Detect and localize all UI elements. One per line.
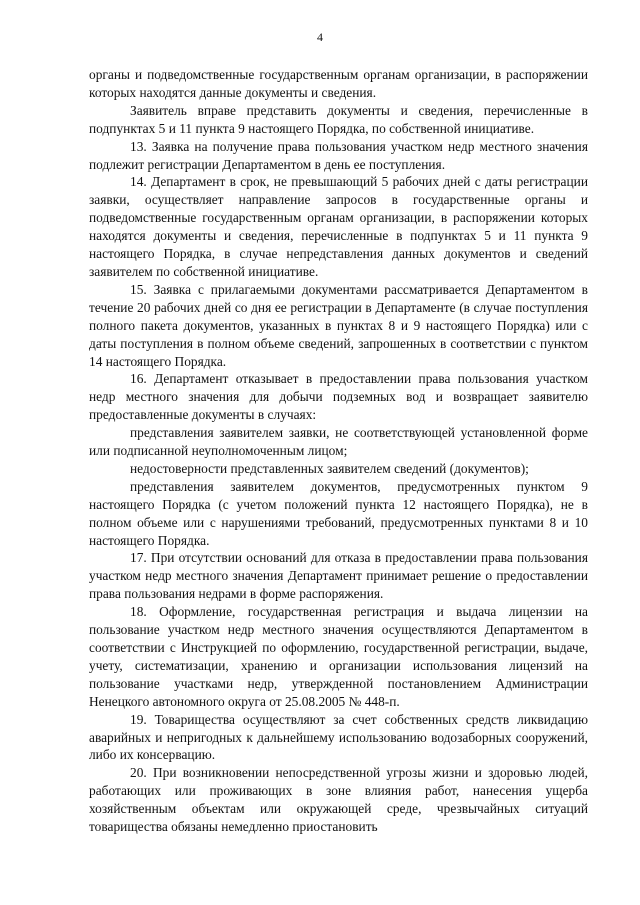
list-item: представления заявителем документов, предусмотренных пунктом 9 настоящего Порядка (с учетом положений пункта 12 настоящего Порядка), не в полном объеме или с нарушениями требований, предусмотренных пунктами 8 и 10 настоящего Порядка. bbox=[89, 478, 588, 548]
document-body bbox=[89, 66, 588, 836]
list-item: представления заявителем заявки, не соответствующей установленной форме или подписанной неуполномоченным лицом; bbox=[89, 425, 588, 459]
paragraph: 18. Оформление, государственная регистрация и выдача лицензии на пользование участком недр местного значения осуществляются Департаментом в соответствии с Инструкцией по оформлению, государственной регистрации, выдаче, учету, систематизации, хранению и организации использования лицензий на пользование участками недр, утвержденной постановлением Администрации Ненецкого автономного округа от 25.08.2005 № 448-п. bbox=[89, 604, 588, 709]
paragraph: органы и подведомственные государственным органам организации, в распоряжении которых находятся данные документы и сведения. bbox=[89, 67, 588, 100]
list-item: недостоверности представленных заявителем сведений (документов); bbox=[130, 460, 529, 476]
paragraph: 19. Товарищества осуществляют за счет собственных средств ликвидацию аварийных и непригодных к дальнейшему использованию водозаборных сооружений, либо их консервацию. bbox=[89, 711, 588, 763]
paragraph: 14. Департамент в срок, не превышающий 5 рабочих дней с даты регистрации заявки, осуществляет направление запросов в государственные органы и подведомственные государственным органам организации, в распоряжении которых находятся документы и сведения, перечисленные в подпунктах 5 и 11 пункта 9 настоящего Порядка, в случае непредставления данных документов и сведений заявителем по собственной инициативе. bbox=[89, 174, 588, 279]
paragraph: 16. Департамент отказывает в предоставлении права пользования участком недр местного значения для добычи подземных вод и возвращает заявителю предоставленные документы в случаях: bbox=[89, 371, 588, 423]
page-number: 4 bbox=[317, 30, 323, 44]
paragraph: 17. При отсутствии оснований для отказа в предоставлении права пользования участком недр местного значения Департамент принимает решение о предоставлении права пользования недрами в форме распоряжения. bbox=[89, 550, 588, 602]
paragraph: Заявитель вправе представить документы и сведения, перечисленные в подпунктах 5 и 11 пункта 9 настоящего Порядка, по собственной инициативе. bbox=[89, 102, 588, 136]
paragraph: 20. При возникновении непосредственной угрозы жизни и здоровью людей, работающих или проживающих в зоне влияния работ, нанесения ущерба хозяйственным объектам или окружающей среде, чрезвычайных ситуаций товарищества обязаны немедленно приостановить bbox=[89, 765, 588, 835]
paragraph: 13. Заявка на получение права пользования участком недр местного значения подлежит регистрации Департаментом в день ее поступления. bbox=[89, 138, 588, 172]
paragraph: 15. Заявка с прилагаемыми документами рассматривается Департаментом в течение 20 рабочих дней со дня ее регистрации в Департаменте (в случае поступления полного пакета документов, указанных в пунктах 8 и 9 настоящего Порядка) или с даты поступления в полном объеме сведений, запрошенных в соответствии с пунктом 14 настоящего Порядка. bbox=[89, 281, 588, 369]
